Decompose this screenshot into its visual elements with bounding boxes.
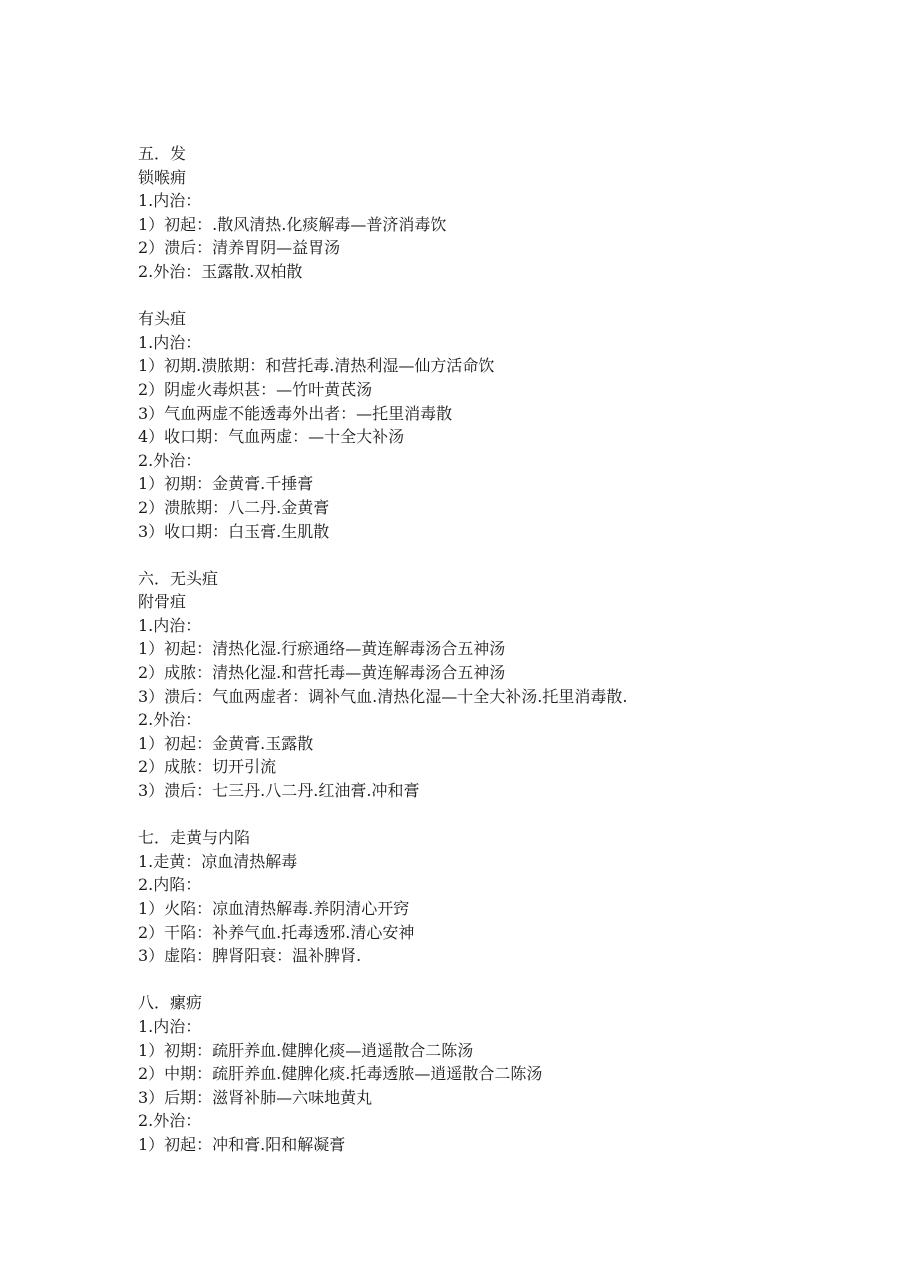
text-line: 2）溃后：清养胃阴—益胃汤	[138, 238, 341, 258]
text-line: 1）初起：金黄膏.玉露散	[138, 733, 314, 753]
text-line: 附骨疽	[138, 592, 187, 612]
text-line: 2）溃脓期：八二丹.金黄膏	[138, 497, 330, 517]
text-line: 2.外治：	[138, 1111, 202, 1131]
document-section	[138, 991, 878, 1156]
section-heading: 五．发	[138, 144, 187, 163]
section-heading: 八．瘰疬	[138, 993, 203, 1013]
section-heading: 有头疽	[138, 309, 187, 329]
text-line: 1.内治：	[138, 191, 202, 211]
text-line: 3）后期：滋肾补肺—六味地黄丸	[138, 1087, 373, 1107]
text-line: 2）干陷：补养气血.托毒透邪.清心安神	[138, 922, 415, 942]
document-section	[138, 826, 878, 968]
text-line: 1）初起：冲和膏.阳和解凝膏	[138, 1134, 346, 1154]
document-section	[138, 567, 878, 803]
text-line: 2.内陷：	[138, 875, 202, 895]
section-heading: 六．无头疽	[138, 568, 219, 588]
text-line: 1）初期.溃脓期：和营托毒.清热利湿—仙方活命饮	[138, 356, 495, 376]
section-spacer	[138, 543, 878, 567]
text-line: 1）火陷：凉血清热解毒.养阴清心开窍	[138, 899, 410, 918]
text-line: 1）初起：清热化湿.行瘀通络—黄连解毒汤合五神汤	[138, 639, 506, 659]
text-line: 3）收口期：白玉膏.生肌散	[138, 521, 330, 541]
section-heading: 七．走黄与内陷	[138, 828, 251, 848]
text-line: 2）成脓：切开引流	[138, 757, 277, 777]
text-line: 1.内治：	[138, 615, 202, 635]
section-spacer	[138, 968, 878, 992]
text-line: 2）中期：疏肝养血.健脾化痰.托毒透脓—逍遥散合二陈汤	[138, 1064, 543, 1084]
text-line: 锁喉痈	[138, 167, 187, 187]
text-line: 2.外治：	[138, 450, 202, 470]
document-page	[138, 142, 878, 1157]
text-line: 1.内治：	[138, 332, 202, 352]
text-line: 3）溃后：气血两虚者：调补气血.清热化湿—十全大补汤.托里消毒散.	[138, 686, 628, 706]
document-section	[138, 142, 878, 284]
text-line: 3）气血两虚不能透毒外出者：—托里消毒散	[138, 403, 453, 423]
text-line: 1.走黄：凉血清热解毒	[138, 851, 298, 871]
section-spacer	[138, 284, 878, 308]
text-line: 4）收口期：气血两虚：—十全大补汤	[138, 427, 405, 447]
text-line: 2）成脓：清热化湿.和营托毒—黄连解毒汤合五神汤	[138, 663, 506, 683]
text-line: 1）初期：金黄膏.千捶膏	[138, 474, 314, 494]
document-section	[138, 307, 878, 543]
text-line: 1）初起：.散风清热.化痰解毒—普济消毒饮	[138, 214, 447, 234]
text-line: 3）虚陷：脾肾阳衰：温补脾肾.	[138, 946, 362, 966]
text-line: 2.外治：	[138, 710, 202, 730]
text-line: 3）溃后：七三丹.八二丹.红油膏.冲和膏	[138, 781, 420, 801]
text-line: 2）阴虚火毒炽甚：—竹叶黄芪汤	[138, 379, 373, 399]
text-line: 1.内治：	[138, 1016, 202, 1036]
text-line: 1）初期：疏肝养血.健脾化痰—逍遥散合二陈汤	[138, 1040, 474, 1060]
text-line: 2.外治：玉露散.双柏散	[138, 261, 303, 281]
section-spacer	[138, 803, 878, 827]
